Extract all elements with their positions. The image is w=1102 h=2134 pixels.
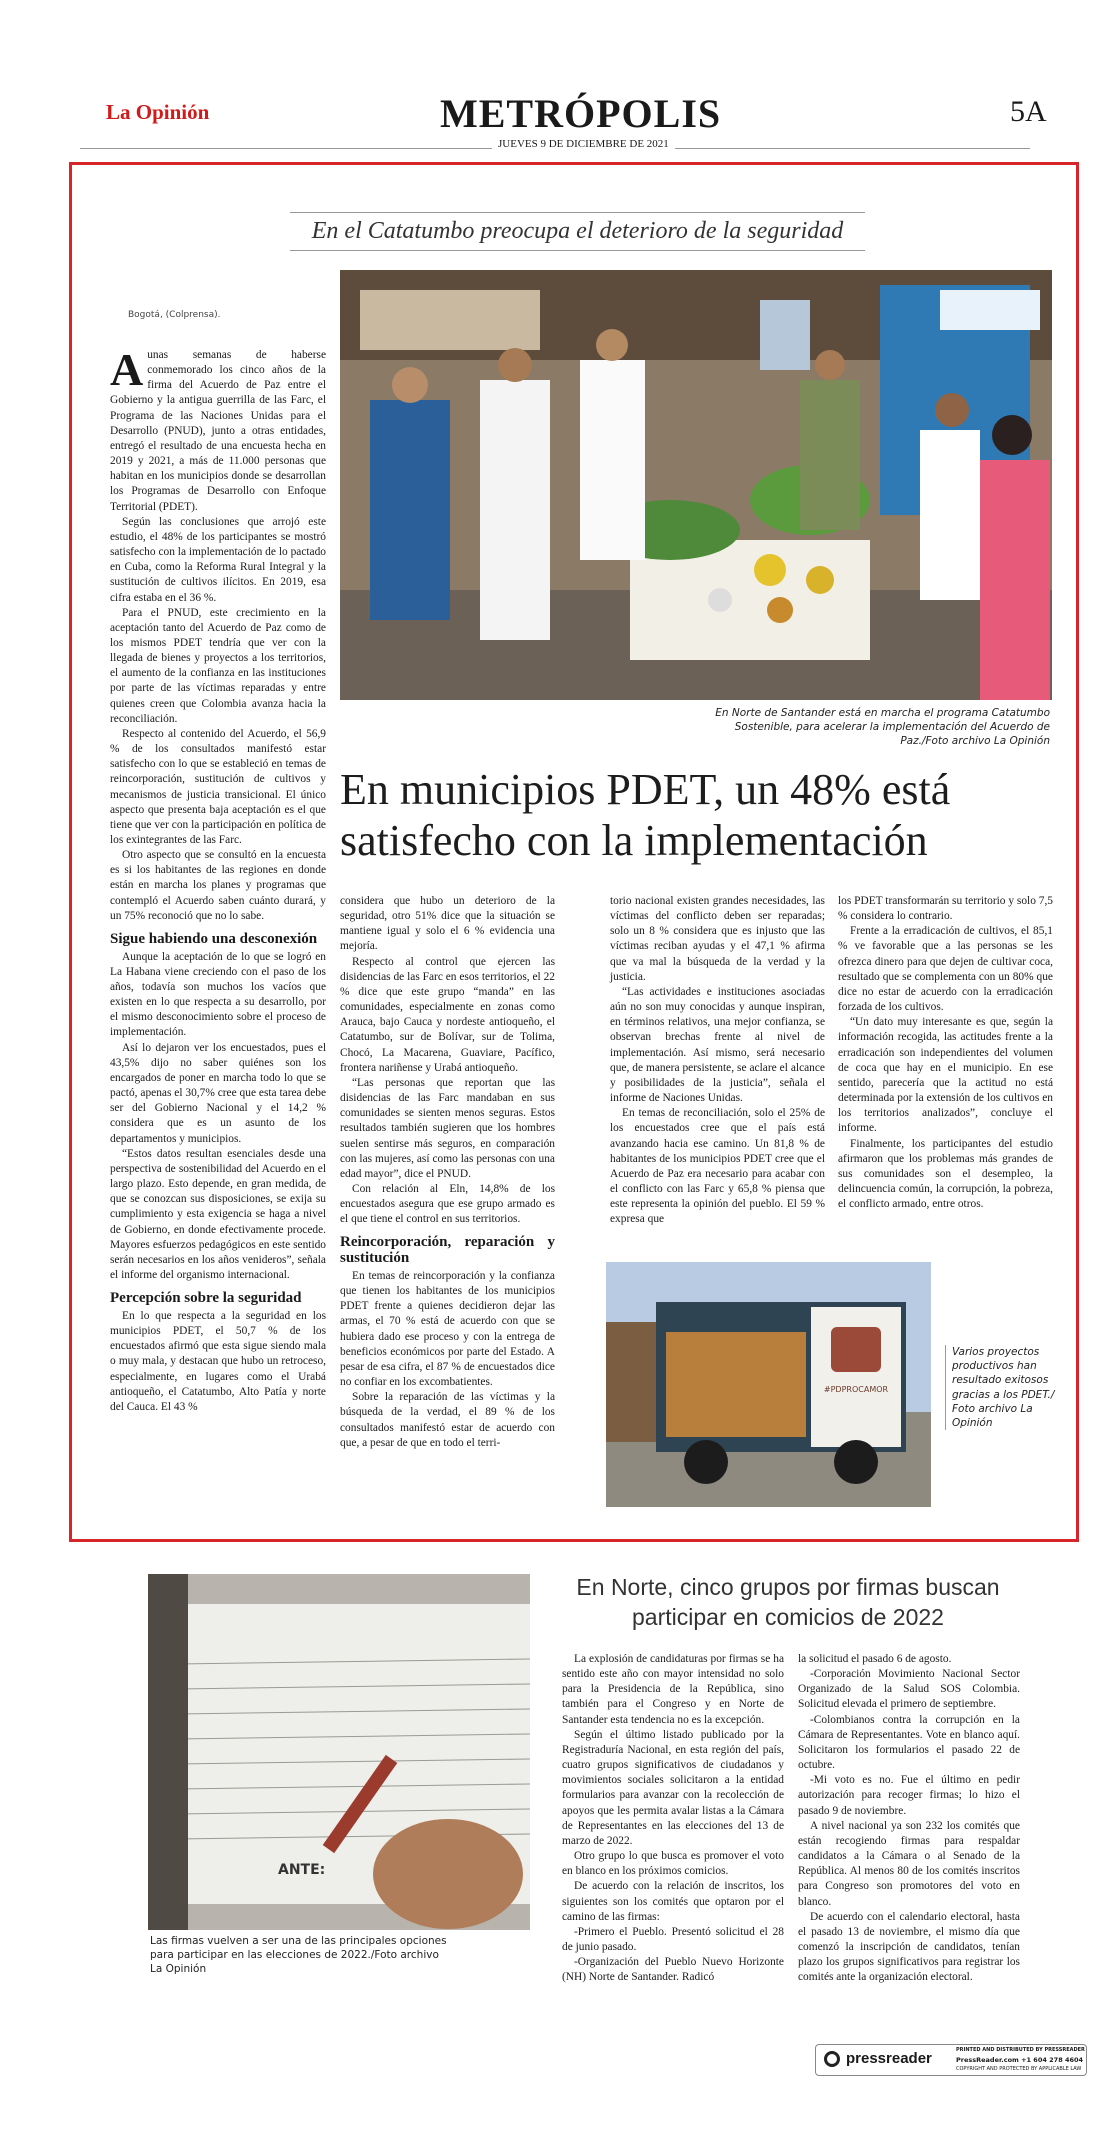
- paragraph: Otro aspecto que se consultó en la encuesta es si los habitantes de las regiones en donde están en marcha los planes y programas que contempló el Acuerdo saben cuánto durará, y un 75% reconoció que no lo sabe.: [110, 849, 326, 922]
- pressreader-badge[interactable]: [815, 2044, 1087, 2076]
- copyright-note: COPYRIGHT AND PROTECTED BY APPLICABLE LAW: [956, 2066, 1082, 2072]
- newspaper-logo: La Opinión: [106, 100, 210, 124]
- paragraph: la solicitud el pasado 6 de agosto.: [798, 1653, 952, 1665]
- paragraph: Sobre la reparación de las víctimas y la búsqueda de la verdad, el 89 % de los consultados manifestó estar de acuerdo con que, a pesar de que en todo el terri-: [340, 1391, 555, 1449]
- paragraph: torio nacional existen grandes necesidades, las víctimas del conflicto deben ser reparadas; solo un 8 % considera que es injusto que las víctimas reciban ayudas y el 47,1 % afirma que va mal la búsqueda de la verdad y la justicia.: [610, 895, 825, 983]
- paragraph: De acuerdo con la relación de inscritos, los siguientes son los comités que optaron por el camino de las firmas:: [562, 1880, 784, 1923]
- photo-caption: En Norte de Santander está en marcha el programa Catatumbo Sostenible, para acelerar la implementación del Acuerdo de Paz./Foto archivo La Opinión: [715, 707, 1050, 748]
- paragraph: “Las actividades e instituciones asociadas aún no son muy conocidas y aunque inspiran, en términos relativos, una mejor confianza, se observan brechas frente al nivel de implementación. Así mismo, será necesario que, de manera persistente, se aclare el alcance y posibilidades de la justicia”, señala el informe de Naciones Unidas.: [610, 985, 825, 1105]
- paragraph: considera que hubo un deterioro de la seguridad, otro 51% dice que la situación se mantiene igual y solo el 6 % evidencia una mejoría.: [340, 895, 555, 953]
- paragraph: -Mi voto es no. Fue el último en pedir autorización para recoger firmas; lo hizo el pasado 9 de noviembre.: [798, 1774, 1020, 1817]
- paragraph: Con relación al Eln, 14,8% de los encuestados asegura que ese grupo armado es el que tiene el control en sus territorios.: [340, 1182, 555, 1226]
- paragraph: Otro grupo lo que busca es promover el voto en blanco en los próximos comicios.: [562, 1850, 784, 1878]
- paragraph: -Colombianos contra la corrupción en la Cámara de Representantes. Vote en blanco aquí. Solicitaron los formularios el pasado 22 de octubre.: [798, 1713, 1020, 1772]
- signature-form-photo: [148, 1574, 530, 1930]
- article-column-1: [562, 1652, 784, 1985]
- truck-sign: #PDPROCAMOR: [823, 1385, 889, 1394]
- article-kicker: En el Catatumbo preocupa el deterioro de la seguridad: [290, 212, 865, 251]
- subheading: Reincorporación, reparación y sustitución: [340, 1234, 555, 1267]
- form-label: ANTE:: [278, 1862, 326, 1878]
- article-column-2: [798, 1652, 1020, 1985]
- paragraph: -Corporación Movimiento Nacional Sector Organizado de la Salud SOS Colombia. Solicitud elevada el primero de septiembre.: [798, 1668, 1020, 1711]
- paragraph: Así lo dejaron ver los encuestados, pues el 43,5% dijo no saber quiénes son los encargados de poner en marcha todo lo que se pactó, apenas el 30,7% cree que esta tarea debe ser del Gobierno Nacional y el 14,2 % considera que es un asunto de los departamentos y municipios.: [110, 1041, 326, 1145]
- paragraph: “Estos datos resultan esenciales desde una perspectiva de sostenibilidad del Acuerdo en el largo plazo. Esto depende, en gran medida, de que se conozcan sus disposiciones, se exija su cumplimiento y esta exigencia se haga a nivel de Gobierno, en donde efectivamente procede. Mayores esfuerzos pedagógicos en este sentido serán necesarios en los años venideros”, señala el informe del organismo internacional.: [110, 1147, 326, 1281]
- article-headline: En Norte, cinco grupos por firmas buscan participar en comicios de 2022: [576, 1574, 1000, 1630]
- paragraph: Según las conclusiones que arrojó este estudio, el 48% de los participantes se mostró satisfecho con la implementación de lo pactado en Cuba, como la Reforma Rural Integral y la sustitución de cultivos ilícitos. En 2019, esa cifra estaba en el 36 %.: [110, 515, 326, 604]
- photo-caption: Varios proyectos productivos han resultado exitosos gracias a los PDET./ Foto archivo La Opinión: [945, 1345, 1062, 1430]
- subheading: Percepción sobre la seguridad: [110, 1290, 302, 1307]
- truck-photo: [606, 1262, 931, 1507]
- paragraph: -Organización del Pueblo Nuevo Horizonte (NH) Norte de Santander. Radicó: [562, 1956, 784, 1984]
- market-photo: [340, 270, 1052, 700]
- paragraph: En lo que respecta a la seguridad en los municipios PDET, el 50,7 % de los encuestados afirmó que esta sigue siendo mala o muy mala, y destacan que hubo un retroceso, especialmente, en lugares como el Urabá antioqueño, el Catatumbo, Alto Patía y norte del Cauca. El 43 %: [110, 1309, 326, 1413]
- pressreader-icon: [824, 2051, 840, 2067]
- pressreader-contact: PressReader.com +1 604 278 4604: [956, 2056, 1084, 2064]
- section-title: METRÓPOLIS: [440, 91, 722, 136]
- subheading: Sigue habiendo una desconexión: [110, 930, 318, 947]
- paragraph: Según el último listado publicado por la Registraduría Nacional, en esta región del país, cuatro grupos significativos de ciudadanos y movimientos sociales solicitaron a la entidad formularios para avanzar con la recolección de apoyos que les permita avalar listas a la Cámara de Representantes en las elecciones del 13 de marzo de 2022.: [562, 1728, 784, 1847]
- distribution-note: PRINTED AND DISTRIBUTED BY PRESSREADER: [956, 2047, 1085, 2053]
- article-column-3: [610, 894, 825, 1227]
- issue-date: JUEVES 9 DE DICIEMBRE DE 2021: [492, 138, 675, 150]
- paragraph: los PDET transformarán su territorio y solo 7,5 % considera lo contrario.: [838, 895, 1053, 923]
- paragraph: “Un dato muy interesante es que, según la información recogida, las actitudes frente a la erradicación son independientes del volumen de coca que hay en el municipio. En ese sentido, parecería que la actitud no está determinada por la extensión de los cultivos en los territorios analizados”, concluye el informe.: [838, 1016, 1053, 1135]
- article-column-1: [110, 344, 326, 1415]
- paragraph: De acuerdo con el calendario electoral, hasta el pasado 13 de noviembre, el mismo día que comenzó la inscripción de candidatos, tenían plazo los grupos significativos para registrar los comités ante la organización electoral.: [798, 1910, 1020, 1984]
- paragraph: -Primero el Pueblo. Presentó solicitud el 28 de junio pasado.: [562, 1925, 784, 1953]
- photo-caption: Las firmas vuelven a ser una de las principales opciones para participar en las elecciones de 2022./Foto archivo La Opinión: [150, 1935, 447, 1976]
- paragraph: En temas de reconciliación, solo el 25% de los encuestados cree que el país está avanzando hacia ese camino. Un 81,8 % de habitantes de los municipios PDET cree que el Acuerdo de Paz era necesario para acabar con el conflicto con las Farc y 65,8 % piensa que este representa la opinión del pueblo. El 59 % expresa que: [610, 1107, 825, 1226]
- page-number: 5A: [1010, 95, 1047, 128]
- paragraph: Respecto al contenido del Acuerdo, el 56,9 % de los consultados manifestó estar satisfecho con lo que se estableció en temas de reincorporación, sustitución de cultivos y mecanismos de justicia transicional. El único aspecto que presenta baja aceptación es el que tiene que ver con la participación en política de los exintegrantes de las Farc.: [110, 727, 326, 846]
- paragraph: “Las personas que reportan que las disidencias de las Farc mandaban en sus comunidades se sienten menos seguras. Estos resultados también sugieren que los hombres suelen sentirse más seguros, en comparación con las mujeres, así como las personas con una edad mayor”, dice el PNUD.: [340, 1076, 555, 1180]
- byline-credit: Bogotá, (Colprensa).: [128, 310, 221, 320]
- article-column-4: [838, 894, 1053, 1212]
- paragraph: A nivel nacional ya son 232 los comités que están recogiendo firmas para respaldar candidatos a la Cámara o al Senado de la República. Al menos 80 de los comités inscritos para Congreso son promotores del voto en blanco.: [798, 1819, 1020, 1908]
- paragraph: Para el PNUD, este crecimiento en la aceptación tanto del Acuerdo de Paz como de los mismos PDET tendría que ver con la llegada de bienes y proyectos a los territorios, el aumento de la confianza en las instituciones por parte de las víctimas reparadas y entre quienes creen que Colombia avanza hacia la reconciliación.: [110, 606, 326, 725]
- paragraph: En temas de reincorporación y la confianza que tienen los habitantes de los municipios PDET frente a quienes decidieron dejar las armas, el 70 % está de acuerdo con que se hubiera dado ese proceso y con la entrega de beneficios económicos por parte del Estado. A pesar de esa cifra, el 87 % de encuestados dice no confiar en los excombatientes.: [340, 1269, 555, 1389]
- article-column-2: [340, 894, 555, 1451]
- paragraph: unas semanas de haberse conmemorado los cinco años de la firma del Acuerdo de Paz entre el Gobierno y la antigua guerrilla de las Farc, el Programa de las Naciones Unidas para el Desarrollo (PNUD), junto a otras entidades, entregó el resultado de una encuesta hecha en 2019 y 2021, a más de 11.000 personas que habitan en los municipios donde se desarrollan los Programas de Desarrollo con Enfoque Territorial (PDET).: [110, 349, 326, 513]
- paragraph: Frente a la erradicación de cultivos, el 85,1 % ve favorable que a las personas se les ofrezca dinero para que dejen de cultivar coca, resultado que se complementa con un 80% que dice no estar de acuerdo con la erradicación forzada de los cultivos.: [838, 925, 1053, 1014]
- paragraph: La explosión de candidaturas por firmas se ha sentido este año con mayor intensidad no solo para la Presidencia de la República, sino también para el Congreso y en Norte de Santander esta tendencia no es la excepción.: [562, 1653, 784, 1726]
- paragraph: Finalmente, los participantes del estudio afirmaron que los problemas más grandes de sus comunidades son el desempleo, la delincuencia común, la corrupción, la pobreza, el conflicto armado, entre otros.: [838, 1137, 1053, 1211]
- paragraph: Respecto al control que ejercen las disidencias de las Farc en esos territorios, el 22 % dice que este grupo “manda” en las comunidades, especialmente en zonas como Arauca, bajo Cauca y nordeste antioqueño, el Catatumbo, sur de Bolívar, sur de Tolima, Chocó, La Macarena, Guaviare, Pacífico, frontera nariñense y Urabá antioqueño.: [340, 955, 555, 1074]
- paragraph: Aunque la aceptación de lo que se logró en La Habana viene creciendo con el paso de los años, todavía son muchos los vacíos que existen en lo que respecta a su desarrollo, por el mismo desconocimiento sobre el proceso de implementación.: [110, 950, 326, 1039]
- pressreader-brand: pressreader: [846, 2050, 932, 2067]
- article-headline: En municipios PDET, un 48% está satisfecho con la implementación: [340, 765, 951, 866]
- drop-cap: A: [110, 344, 144, 395]
